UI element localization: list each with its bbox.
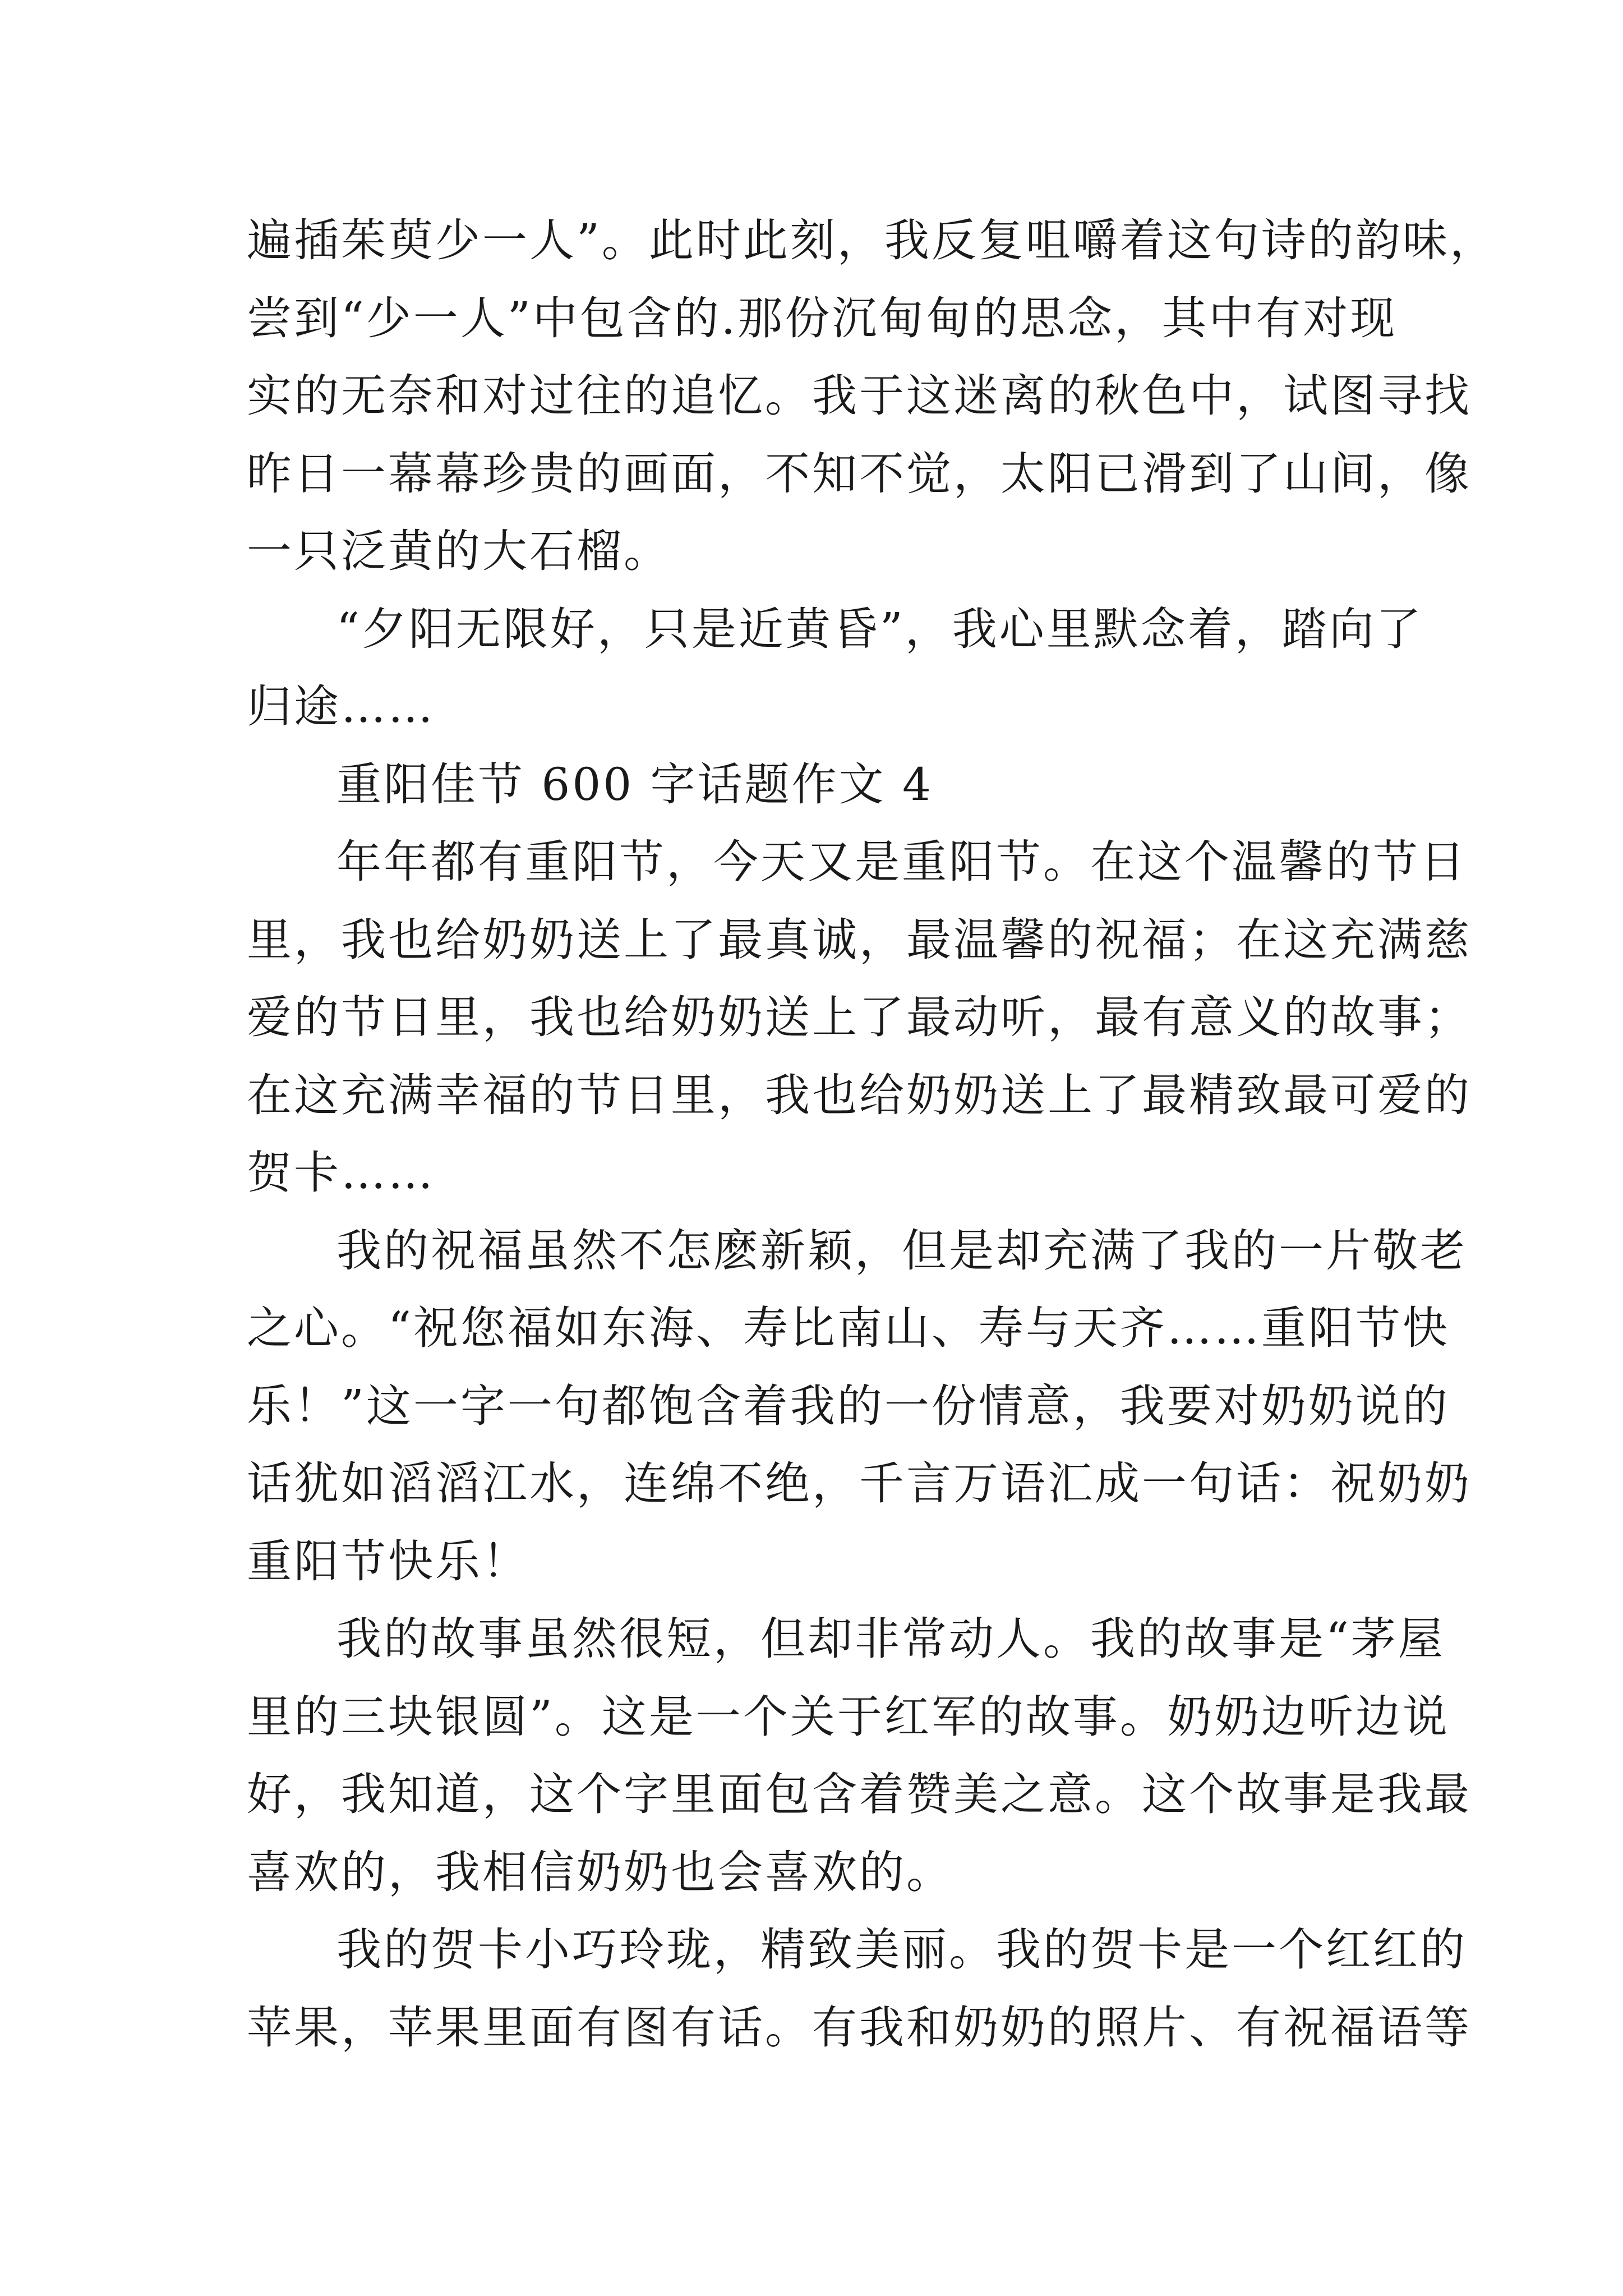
- text-line: 在这充满幸福的节日里，我也给奶奶送上了最精致最可爱的: [247, 1069, 1472, 1121]
- text-line: 苹果，苹果里面有图有话。有我和奶奶的照片、有祝福语等: [247, 2001, 1472, 2054]
- text-line: 一只泛黄的大石榴。: [247, 525, 671, 577]
- text-line: 归途……: [247, 680, 435, 733]
- text-line: 昨日一幕幕珍贵的画面，不知不觉，太阳已滑到了山间，像: [247, 447, 1472, 500]
- text-line: 我的贺卡小巧玲珑，精致美丽。我的贺卡是一个红红的: [336, 1924, 1467, 1976]
- text-line: 遍插茱萸少一人”。此时此刻，我反复咀嚼着这句诗的韵味，: [247, 214, 1497, 266]
- text-line: 重阳节快乐！: [247, 1535, 529, 1588]
- text-line: 里的三块银圆”。这是一个关于红军的故事。奶奶边听边说: [247, 1690, 1450, 1743]
- text-line: 喜欢的，我相信奶奶也会喜欢的。: [247, 1846, 953, 1898]
- text-line: “夕阳无限好，只是近黄昏”，我心里默念着，踏向了: [336, 602, 1423, 655]
- text-line: 乐！”这一字一句都饱含着我的一份情意，我要对奶奶说的: [247, 1379, 1450, 1432]
- text-line: 我的祝福虽然不怎麽新颖，但是却充满了我的一片敬老: [336, 1224, 1467, 1277]
- text-line: 爱的节日里，我也给奶奶送上了最动听，最有意义的故事；: [247, 991, 1472, 1043]
- document-body: [247, 202, 1497, 2067]
- text-line: 之心。“祝您福如东海、寿比南山、寿与天齐……重阳节快: [247, 1302, 1450, 1354]
- text-line: 尝到“少一人”中包含的.那份沉甸甸的思念，其中有对现: [247, 292, 1398, 344]
- text-line: 话犹如滔滔江水，连绵不绝，千言万语汇成一句话：祝奶奶: [247, 1457, 1472, 1510]
- text-line: 我的故事虽然很短，但却非常动人。我的故事是“茅屋: [336, 1613, 1445, 1665]
- text-line: 实的无奈和对过往的追忆。我于这迷离的秋色中，试图寻找: [247, 370, 1472, 422]
- text-line: 年年都有重阳节，今天又是重阳节。在这个温馨的节日: [336, 836, 1467, 888]
- text-line: 贺卡……: [247, 1147, 435, 1199]
- text-line: 里，我也给奶奶送上了最真诚，最温馨的祝福；在这充满慈: [247, 913, 1472, 966]
- text-line: 好，我知道，这个字里面包含着赞美之意。这个故事是我最: [247, 1768, 1472, 1820]
- section-heading: 重阳佳节 600 字话题作文 4: [336, 758, 933, 811]
